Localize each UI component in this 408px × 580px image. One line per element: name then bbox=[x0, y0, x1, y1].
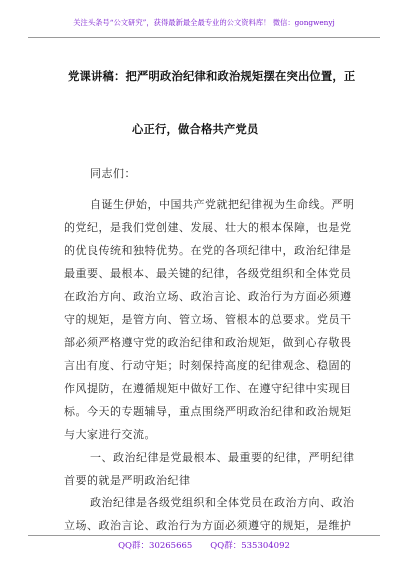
header-divider bbox=[28, 37, 380, 38]
body-line: 立场、政治言论、政治行为方面必须遵守的规矩，是维护 bbox=[64, 519, 352, 532]
body-line: 部必须严格遵守党的政治纪律和政治规矩，做到心存敬畏 bbox=[64, 336, 352, 349]
header-promo-text: 关注头条号“公文研究”，获得最新最全最专业的公文资料库！ 微信：gongwenyj bbox=[73, 18, 335, 27]
body-line: 标。今天的专题辅导，重点围绕严明政治纪律和政治规矩 bbox=[64, 405, 352, 418]
body-line: 守的规矩，是管方向、管立场、管根本的总要求。党员干 bbox=[64, 313, 352, 326]
body-line: 在政治方向、政治立场、政治言论、政治行为方面必须遵 bbox=[64, 290, 352, 303]
body-line: 言出有度、行动守矩；时刻保持高度的纪律观念、稳固的 bbox=[64, 359, 352, 372]
body-line: 作风提防，在遵循规矩中做好工作、在遵守纪律中实现目 bbox=[64, 382, 352, 395]
salutation: 同志们： bbox=[90, 167, 136, 180]
section-heading-line-2: 首要的就是严明政治纪律 bbox=[64, 474, 191, 487]
footer-qq-group-2: QQ群：535304092 bbox=[210, 541, 290, 551]
body-line: 政治纪律是各级党组织和全体党员在政治方向、政治 bbox=[90, 496, 355, 509]
body-line: 自诞生伊始，中国共产党就把纪律视为生命线。严明 bbox=[90, 198, 355, 211]
footer-divider bbox=[28, 535, 380, 536]
body-line: 的党纪，是我们党创建、发展、壮大的根本保障，也是党 bbox=[64, 221, 352, 234]
page-footer bbox=[0, 539, 408, 551]
footer-qq-group-1: QQ群：30265665 bbox=[118, 541, 193, 551]
section-heading-line-1: 一、政治纪律是党最根本、最重要的纪律，严明纪律 bbox=[90, 451, 355, 464]
document-title-line-1: 党课讲稿：把严明政治纪律和政治规矩摆在突出位置，正 bbox=[68, 69, 356, 83]
body-line: 最重要、最根本、最关键的纪律，各级党组织和全体党员 bbox=[64, 267, 352, 280]
body-line: 的优良传统和独特优势。在党的各项纪律中，政治纪律是 bbox=[64, 244, 352, 257]
body-line: 与大家进行交流。 bbox=[64, 428, 156, 441]
page-header bbox=[0, 0, 408, 40]
document-title-line-2: 心正行，做合格共产党员 bbox=[132, 122, 259, 136]
